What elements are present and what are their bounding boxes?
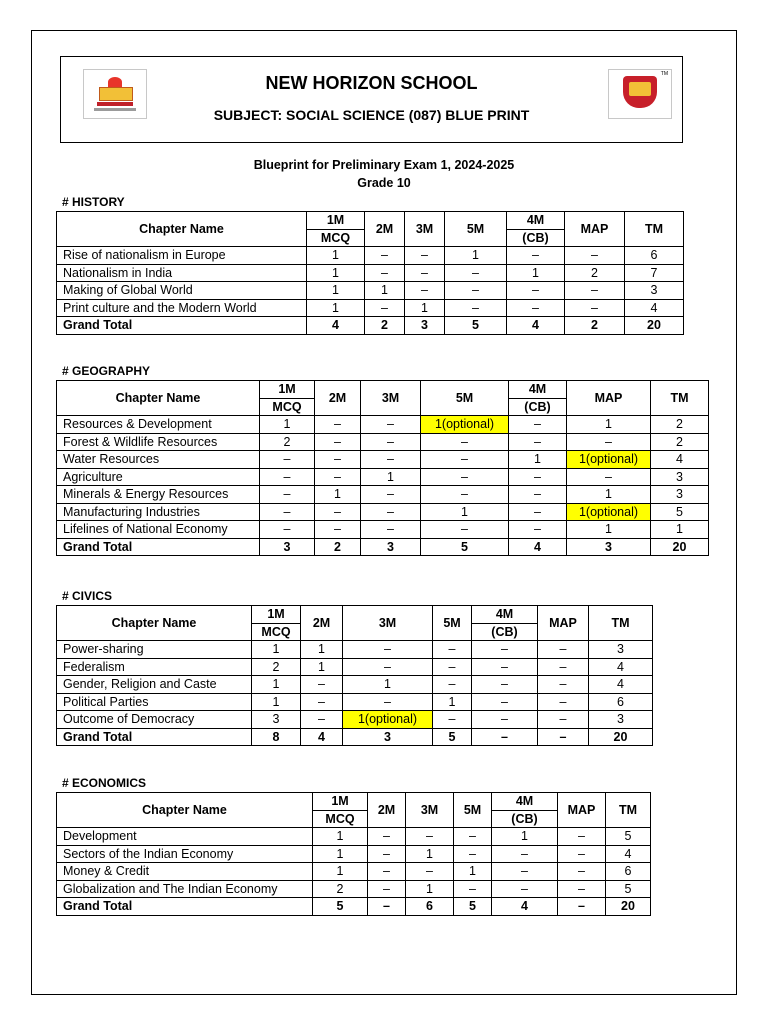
grade-label: Grade 10 (357, 176, 411, 190)
table-row (57, 451, 709, 469)
column-header-3m: 3M (343, 606, 433, 641)
cell-map: – (538, 676, 589, 694)
chapter-name: Nationalism in India (57, 264, 307, 282)
cell-m5: – (454, 845, 492, 863)
chapter-name: Print culture and the Modern World (57, 299, 307, 317)
table-row (57, 863, 651, 881)
column-header-3m: 3M (405, 212, 445, 247)
cell-tm: 4 (625, 299, 684, 317)
cell-map: – (565, 282, 625, 300)
table-row (57, 521, 709, 539)
cell-map: – (538, 711, 589, 729)
cell-m2: – (368, 863, 406, 881)
cell-m3: – (405, 264, 445, 282)
cell-m2: – (365, 299, 405, 317)
column-header-4m: 4M (507, 212, 565, 230)
chapter-name: Outcome of Democracy (57, 711, 252, 729)
cell-map: – (538, 641, 589, 659)
grand-total-row (57, 728, 653, 746)
table-row (57, 299, 684, 317)
column-header-5m: 5M (421, 381, 509, 416)
cell-m4: – (509, 503, 567, 521)
grand-total-label: Grand Total (57, 317, 307, 335)
cell-m3: – (406, 863, 454, 881)
optional-highlight: 1(optional) (357, 712, 418, 727)
table-row (57, 845, 651, 863)
cell-m5: – (433, 658, 472, 676)
cell-map: – (538, 658, 589, 676)
cell-m2: 4 (301, 728, 343, 746)
column-header-1m: 1M (307, 212, 365, 230)
cell-m3 (343, 711, 433, 729)
cell-m2: – (315, 433, 361, 451)
cell-m4: – (507, 299, 565, 317)
cell-m5: – (421, 433, 509, 451)
cell-m4: – (507, 247, 565, 265)
blueprint-table (56, 211, 684, 335)
cell-m2: – (315, 416, 361, 434)
cell-m2: – (301, 711, 343, 729)
cell-m5: 5 (445, 317, 507, 335)
grand-total-row (57, 317, 684, 335)
cell-m4: – (472, 676, 538, 694)
cell-tm: 6 (625, 247, 684, 265)
chapter-name: Globalization and The Indian Economy (57, 880, 313, 898)
cell-m3: – (361, 486, 421, 504)
chapter-name: Political Parties (57, 693, 252, 711)
cell-m4: – (472, 658, 538, 676)
cell-m1: 1 (313, 863, 368, 881)
chapter-name: Federalism (57, 658, 252, 676)
cell-tm: 4 (589, 676, 653, 694)
header-row (57, 606, 653, 624)
section-title: # HISTORY (62, 195, 125, 209)
cell-m5: – (433, 676, 472, 694)
cell-tm: 3 (651, 468, 709, 486)
column-header-1m: 1M (260, 381, 315, 399)
cell-m2: – (365, 264, 405, 282)
cell-m4: – (509, 521, 567, 539)
cell-m2: 1 (301, 641, 343, 659)
subject-title: SUBJECT: SOCIAL SCIENCE (087) BLUE PRINT (213, 107, 530, 123)
table-row (57, 282, 684, 300)
table-row (57, 828, 651, 846)
cell-m1: 1 (252, 693, 301, 711)
column-header-map: MAP (558, 793, 606, 828)
cell-m4: – (492, 845, 558, 863)
column-header-2m: 2M (368, 793, 406, 828)
cell-m1: 1 (307, 264, 365, 282)
cell-m3: – (361, 416, 421, 434)
cell-map: 1 (567, 416, 651, 434)
cell-m3: 3 (361, 538, 421, 556)
cell-m4: 1 (492, 828, 558, 846)
table-row (57, 711, 653, 729)
cell-tm: 20 (625, 317, 684, 335)
column-header-cb: (CB) (492, 810, 558, 828)
cell-tm: 20 (606, 898, 651, 916)
cell-m4: – (509, 416, 567, 434)
cell-m1: 1 (260, 416, 315, 434)
cell-m2: 2 (315, 538, 361, 556)
cell-m4: – (472, 711, 538, 729)
cell-m5: – (445, 264, 507, 282)
cell-m2: – (315, 468, 361, 486)
section-title: # GEOGRAPHY (62, 364, 151, 378)
cell-m1: – (260, 451, 315, 469)
column-header-4m: 4M (509, 381, 567, 399)
optional-highlight: 1(optional) (578, 504, 639, 519)
cell-m5: – (445, 299, 507, 317)
cell-m4: – (492, 863, 558, 881)
cell-map: 2 (565, 264, 625, 282)
cell-m3: 3 (405, 317, 445, 335)
cell-map: – (558, 828, 606, 846)
column-header-mcq: MCQ (313, 810, 368, 828)
column-header-3m: 3M (361, 381, 421, 416)
optional-highlight: 1(optional) (578, 452, 639, 467)
school-name: NEW HORIZON SCHOOL (265, 73, 478, 93)
cell-m2: – (368, 898, 406, 916)
chapter-name: Water Resources (57, 451, 260, 469)
cell-m2: 2 (365, 317, 405, 335)
cell-m3: – (361, 433, 421, 451)
cell-map: 2 (565, 317, 625, 335)
cell-m1: 1 (313, 845, 368, 863)
cell-tm: 5 (606, 880, 651, 898)
cell-m5: – (421, 451, 509, 469)
column-header-cb: (CB) (472, 623, 538, 641)
cell-map: – (565, 299, 625, 317)
table-row (57, 693, 653, 711)
cell-m4: – (472, 728, 538, 746)
table-row (57, 433, 709, 451)
column-header-map: MAP (565, 212, 625, 247)
table-row (57, 247, 684, 265)
column-header-3m: 3M (406, 793, 454, 828)
cell-m1: 1 (307, 247, 365, 265)
chapter-name: Manufacturing Industries (57, 503, 260, 521)
table-row (57, 658, 653, 676)
table-row (57, 676, 653, 694)
blueprint-table (56, 605, 653, 746)
cell-m5: 5 (421, 538, 509, 556)
column-header-tm: TM (589, 606, 653, 641)
column-header-4m: 4M (492, 793, 558, 811)
cell-m3: 1 (406, 880, 454, 898)
cell-m3: – (405, 247, 445, 265)
cell-m1: – (260, 521, 315, 539)
table-row (57, 641, 653, 659)
cell-m5: 5 (454, 898, 492, 916)
cell-m4: – (509, 486, 567, 504)
cell-tm: 1 (651, 521, 709, 539)
cell-m3: 1 (405, 299, 445, 317)
cell-m4: 1 (509, 451, 567, 469)
cell-map: – (538, 693, 589, 711)
optional-highlight: 1(optional) (434, 417, 495, 432)
header-row (57, 793, 651, 811)
cell-m5: – (445, 282, 507, 300)
cell-m2: – (368, 828, 406, 846)
cell-tm: 7 (625, 264, 684, 282)
column-header-chapter: Chapter Name (57, 212, 307, 247)
cell-m5: 1 (421, 503, 509, 521)
column-header-1m: 1M (252, 606, 301, 624)
cell-m2: 1 (315, 486, 361, 504)
cell-map: – (558, 863, 606, 881)
cell-m4: – (492, 880, 558, 898)
cell-m1: 1 (307, 282, 365, 300)
cell-m1: 2 (252, 658, 301, 676)
section-title: # CIVICS (62, 589, 113, 603)
chapter-name: Money & Credit (57, 863, 313, 881)
cell-m4: 4 (509, 538, 567, 556)
cell-tm: 3 (589, 711, 653, 729)
cell-map: 3 (567, 538, 651, 556)
cell-m1: 2 (313, 880, 368, 898)
cell-tm: 2 (651, 433, 709, 451)
cell-m5: 1 (454, 863, 492, 881)
cell-m1: 2 (260, 433, 315, 451)
cell-m4: – (472, 693, 538, 711)
cell-map: – (565, 247, 625, 265)
cell-map: – (558, 880, 606, 898)
column-header-mcq: MCQ (260, 398, 315, 416)
cell-m4: 4 (492, 898, 558, 916)
column-header-chapter: Chapter Name (57, 606, 252, 641)
grand-total-label: Grand Total (57, 728, 252, 746)
table-row (57, 503, 709, 521)
column-header-mcq: MCQ (252, 623, 301, 641)
cell-m3: – (361, 521, 421, 539)
cell-m1: – (260, 486, 315, 504)
cell-m5: – (433, 711, 472, 729)
cell-m3: – (406, 828, 454, 846)
chapter-name: Minerals & Energy Resources (57, 486, 260, 504)
column-header-chapter: Chapter Name (57, 381, 260, 416)
cell-map (567, 503, 651, 521)
cell-tm: 2 (651, 416, 709, 434)
chapter-name: Agriculture (57, 468, 260, 486)
column-header-tm: TM (606, 793, 651, 828)
grand-total-row (57, 898, 651, 916)
cell-m2: – (315, 451, 361, 469)
column-header-tm: TM (625, 212, 684, 247)
cell-map: – (567, 468, 651, 486)
cell-m3: – (343, 658, 433, 676)
column-header-2m: 2M (301, 606, 343, 641)
cell-tm: 20 (651, 538, 709, 556)
cell-m1: 1 (252, 676, 301, 694)
cell-m4: 4 (507, 317, 565, 335)
cell-m4: – (509, 468, 567, 486)
grand-total-label: Grand Total (57, 538, 260, 556)
cell-m3: 3 (343, 728, 433, 746)
cell-m1: – (260, 468, 315, 486)
table-row (57, 416, 709, 434)
cell-m5: 1 (433, 693, 472, 711)
chapter-name: Power-sharing (57, 641, 252, 659)
cell-m3: – (343, 641, 433, 659)
header-row (57, 381, 709, 399)
cell-m3: – (361, 503, 421, 521)
cell-m4: 1 (507, 264, 565, 282)
cell-m2: – (301, 693, 343, 711)
cell-m5: 1 (445, 247, 507, 265)
cell-map (567, 451, 651, 469)
cell-m2: 1 (301, 658, 343, 676)
cell-m1: 1 (307, 299, 365, 317)
cell-m1: – (260, 503, 315, 521)
column-header-chapter: Chapter Name (57, 793, 313, 828)
blueprint-table (56, 380, 709, 556)
column-header-5m: 5M (445, 212, 507, 247)
cell-map: – (567, 433, 651, 451)
exam-title: Blueprint for Preliminary Exam 1, 2024-2025 (253, 158, 515, 172)
cell-tm: 4 (589, 658, 653, 676)
cell-m5: – (421, 521, 509, 539)
cell-tm: 6 (589, 693, 653, 711)
column-header-cb: (CB) (509, 398, 567, 416)
cell-m2: – (315, 503, 361, 521)
cell-tm: 5 (606, 828, 651, 846)
cell-tm: 3 (589, 641, 653, 659)
column-header-5m: 5M (454, 793, 492, 828)
cell-tm: 3 (651, 486, 709, 504)
school-crest-logo: TM (608, 69, 672, 119)
header-row (57, 212, 684, 230)
cell-m5 (421, 416, 509, 434)
cell-m4: – (507, 282, 565, 300)
cell-m5: – (454, 880, 492, 898)
cell-m2: – (301, 676, 343, 694)
cell-tm: 4 (606, 845, 651, 863)
chapter-name: Forest & Wildlife Resources (57, 433, 260, 451)
cell-m3: 1 (343, 676, 433, 694)
cell-m1: 1 (313, 828, 368, 846)
column-header-tm: TM (651, 381, 709, 416)
cell-m1: 3 (252, 711, 301, 729)
table-row (57, 880, 651, 898)
cell-m2: – (368, 845, 406, 863)
cell-tm: 6 (606, 863, 651, 881)
table-row (57, 468, 709, 486)
chapter-name: Resources & Development (57, 416, 260, 434)
cell-m4: – (472, 641, 538, 659)
cell-map: 1 (567, 486, 651, 504)
column-header-4m: 4M (472, 606, 538, 624)
cell-m2: – (368, 880, 406, 898)
cell-m5: – (421, 468, 509, 486)
section-title: # ECONOMICS (62, 776, 147, 790)
cell-map: – (558, 845, 606, 863)
table-row (57, 486, 709, 504)
chapter-name: Making of Global World (57, 282, 307, 300)
cell-tm: 5 (651, 503, 709, 521)
chapter-name: Gender, Religion and Caste (57, 676, 252, 694)
blueprint-table (56, 792, 651, 916)
cell-m3: – (361, 451, 421, 469)
cell-m5: – (433, 641, 472, 659)
cell-m1: 3 (260, 538, 315, 556)
cell-m5: – (421, 486, 509, 504)
cell-m3: – (405, 282, 445, 300)
cell-m2: – (365, 247, 405, 265)
cell-m3: – (343, 693, 433, 711)
chapter-name: Lifelines of National Economy (57, 521, 260, 539)
cell-m2: 1 (365, 282, 405, 300)
cell-m3: 6 (406, 898, 454, 916)
cell-m1: 8 (252, 728, 301, 746)
cell-map: 1 (567, 521, 651, 539)
cell-tm: 20 (589, 728, 653, 746)
cell-m1: 5 (313, 898, 368, 916)
column-header-2m: 2M (315, 381, 361, 416)
header-box (60, 56, 683, 143)
cell-m3: 1 (406, 845, 454, 863)
cell-m5: – (454, 828, 492, 846)
grand-total-row (57, 538, 709, 556)
cell-m1: 1 (252, 641, 301, 659)
cell-m3: 1 (361, 468, 421, 486)
cell-map: – (538, 728, 589, 746)
table-row (57, 264, 684, 282)
chapter-name: Sectors of the Indian Economy (57, 845, 313, 863)
cell-m1: 4 (307, 317, 365, 335)
cell-tm: 3 (625, 282, 684, 300)
column-header-5m: 5M (433, 606, 472, 641)
cell-m2: – (315, 521, 361, 539)
column-header-map: MAP (538, 606, 589, 641)
column-header-1m: 1M (313, 793, 368, 811)
cell-m5: 5 (433, 728, 472, 746)
column-header-map: MAP (567, 381, 651, 416)
cell-tm: 4 (651, 451, 709, 469)
cell-m4: – (509, 433, 567, 451)
column-header-cb: (CB) (507, 229, 565, 247)
chapter-name: Rise of nationalism in Europe (57, 247, 307, 265)
cell-map: – (558, 898, 606, 916)
chapter-name: Development (57, 828, 313, 846)
column-header-mcq: MCQ (307, 229, 365, 247)
column-header-2m: 2M (365, 212, 405, 247)
grand-total-label: Grand Total (57, 898, 313, 916)
